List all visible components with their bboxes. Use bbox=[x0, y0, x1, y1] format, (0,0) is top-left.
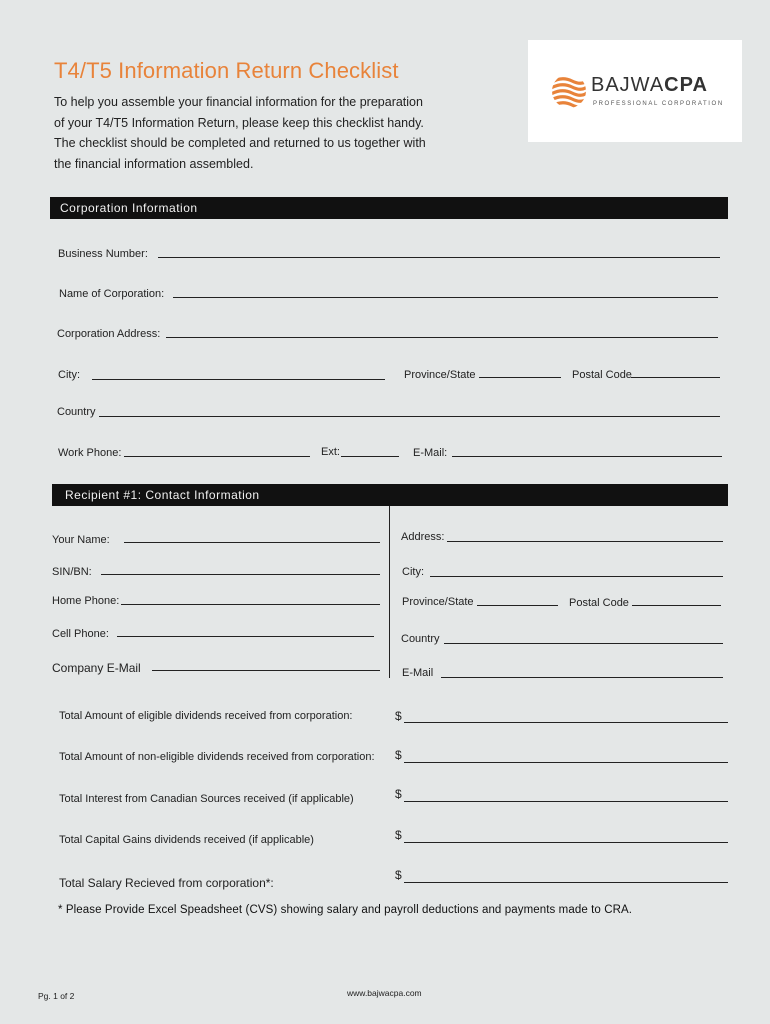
intro-line: The checklist should be completed and returned to us together with bbox=[54, 136, 426, 150]
company-email-label: Company E-Mail bbox=[52, 661, 141, 675]
corp-city-field[interactable] bbox=[92, 379, 385, 380]
corp-email-field[interactable] bbox=[452, 456, 722, 457]
ext-label: Ext: bbox=[321, 446, 340, 458]
ext-field[interactable] bbox=[341, 456, 399, 457]
currency-symbol: $ bbox=[395, 709, 402, 723]
your-name-label: Your Name: bbox=[52, 534, 110, 546]
recipient-address-field[interactable] bbox=[447, 541, 723, 542]
currency-symbol: $ bbox=[395, 868, 402, 882]
eligible-dividends-field[interactable] bbox=[404, 722, 728, 723]
column-divider bbox=[389, 506, 390, 678]
salary-label: Total Salary Recieved from corporation*: bbox=[59, 876, 274, 890]
home-phone-label: Home Phone: bbox=[52, 595, 120, 607]
recipient-address-label: Address: bbox=[401, 531, 445, 543]
corp-email-label: E-Mail: bbox=[413, 447, 448, 459]
recipient-section-header: Recipient #1: Contact Information bbox=[52, 484, 728, 506]
corp-province-field[interactable] bbox=[479, 377, 561, 378]
corp-country-field[interactable] bbox=[99, 416, 720, 417]
recipient-city-label: City: bbox=[402, 566, 424, 578]
work-phone-field[interactable] bbox=[124, 456, 310, 457]
non-eligible-dividends-label: Total Amount of non-eligible dividends received from corporation: bbox=[59, 751, 375, 763]
capital-gains-label: Total Capital Gains dividends received (if applicable) bbox=[59, 834, 314, 846]
corporation-name-label: Name of Corporation: bbox=[59, 288, 165, 300]
logo-subtitle: PROFESSIONAL CORPORATION bbox=[593, 101, 724, 107]
recipient-country-field[interactable] bbox=[444, 643, 723, 644]
logo-brand-bold: CPA bbox=[664, 74, 708, 96]
sin-label: SIN/BN: bbox=[52, 566, 92, 578]
capital-gains-field[interactable] bbox=[404, 842, 728, 843]
recipient-province-label: Province/State bbox=[402, 596, 474, 608]
spreadsheet-note: * Please Provide Excel Speadsheet (CVS) showing salary and payroll deductions and payments made to CRA. bbox=[58, 904, 633, 916]
page-title: T4/T5 Information Return Checklist bbox=[54, 58, 399, 83]
recipient-province-field[interactable] bbox=[477, 605, 558, 606]
corporation-address-label: Corporation Address: bbox=[57, 328, 161, 340]
corp-city-label: City: bbox=[58, 369, 80, 381]
intro-line: the financial information assembled. bbox=[54, 156, 254, 171]
logo-brand-light: BAJWA bbox=[591, 74, 665, 96]
intro-line: of your T4/T5 Information Return, please keep this checklist handy. bbox=[54, 115, 424, 130]
currency-symbol: $ bbox=[395, 787, 402, 801]
sin-field[interactable] bbox=[101, 574, 380, 575]
logo-brand bbox=[591, 74, 708, 97]
logo-swirl-icon bbox=[550, 72, 588, 110]
recipient-postal-label: Postal Code bbox=[569, 597, 629, 609]
cell-phone-label: Cell Phone: bbox=[52, 628, 109, 640]
work-phone-label: Work Phone: bbox=[58, 447, 122, 459]
corp-postal-field[interactable] bbox=[631, 377, 720, 378]
interest-field[interactable] bbox=[404, 801, 728, 802]
recipient-country-label: Country bbox=[401, 633, 440, 645]
recipient-email-label: E-Mail bbox=[402, 667, 434, 679]
website: www.bajwacpa.com bbox=[347, 988, 422, 998]
intro-text bbox=[54, 92, 474, 174]
non-eligible-dividends-field[interactable] bbox=[404, 762, 728, 763]
corporation-section-header: Corporation Information bbox=[50, 197, 728, 219]
home-phone-field[interactable] bbox=[121, 604, 380, 605]
corp-postal-label: Postal Code bbox=[572, 369, 632, 381]
eligible-dividends-label: Total Amount of eligible dividends received from corporation: bbox=[59, 710, 353, 722]
corporation-name-field[interactable] bbox=[173, 297, 718, 298]
corporation-address-field[interactable] bbox=[166, 337, 718, 338]
recipient-city-field[interactable] bbox=[430, 576, 723, 577]
cell-phone-field[interactable] bbox=[117, 636, 374, 637]
business-number-field[interactable] bbox=[158, 257, 720, 258]
corp-country-label: Country bbox=[57, 406, 96, 418]
currency-symbol: $ bbox=[395, 828, 402, 842]
company-email-field[interactable] bbox=[152, 670, 380, 671]
page-number: Pg. 1 of 2 bbox=[38, 991, 75, 1001]
recipient-postal-field[interactable] bbox=[632, 605, 721, 606]
interest-label: Total Interest from Canadian Sources received (if applicable) bbox=[59, 793, 354, 805]
intro-line: To help you assemble your financial information for the preparation bbox=[54, 95, 423, 109]
corp-province-label: Province/State bbox=[404, 369, 476, 381]
recipient-email-field[interactable] bbox=[441, 677, 723, 678]
business-number-label: Business Number: bbox=[58, 248, 148, 260]
your-name-field[interactable] bbox=[124, 542, 380, 543]
currency-symbol: $ bbox=[395, 748, 402, 762]
salary-field[interactable] bbox=[404, 882, 728, 883]
